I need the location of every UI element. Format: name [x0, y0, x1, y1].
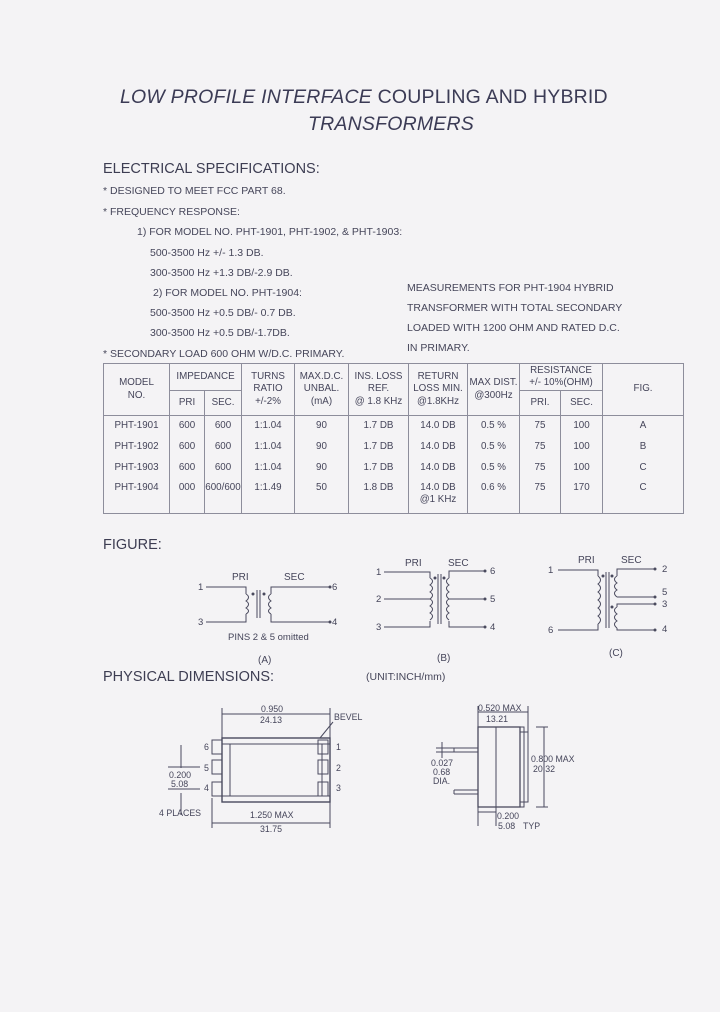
th-maxdist-label: MAX DIST.: [469, 377, 518, 389]
electrical-heading: ELECTRICAL SPECIFICATIONS:: [103, 161, 320, 177]
dim-pin-in: 0.027: [431, 758, 454, 768]
th-maxdc: [295, 364, 349, 416]
b-pin4: 4: [490, 622, 496, 633]
dim-bevel: BEVEL: [334, 712, 363, 722]
dim-depth-in: 0.520 MAX: [478, 703, 522, 713]
unit-label: (UNIT:INCH/mm): [366, 671, 446, 683]
label-b: (B): [437, 653, 451, 664]
table-row: [104, 479, 684, 514]
th-maxdist: [468, 364, 520, 416]
spec-line: 300-3500 Hz +1.3 DB/-2.9 DB.: [150, 267, 293, 279]
th-turns: [242, 364, 295, 416]
pin2-label: 2: [336, 763, 341, 773]
b-pin6: 6: [490, 566, 496, 577]
measurement-note: LOADED WITH 1200 OHM AND RATED D.C.: [407, 322, 620, 334]
measurement-note: TRANSFORMER WITH TOTAL SECONDARY: [407, 302, 623, 314]
th-res-sec: SEC.: [561, 391, 603, 416]
cell-rpri: 75: [520, 479, 561, 514]
pin5-label: 5: [204, 763, 209, 773]
page-title-line2: TRANSFORMERS: [308, 113, 474, 135]
dim-height-in: 0.800 MAX: [531, 754, 575, 764]
spec-line: 1) FOR MODEL NO. PHT-1901, PHT-1902, & PHT-1903:: [137, 226, 403, 238]
dim-width-in: 0.950: [261, 704, 284, 714]
dim-dia: DIA.: [433, 776, 451, 786]
b-pri-label: PRI: [405, 558, 422, 569]
th-pri: PRI: [170, 391, 205, 416]
spec-line: * SECONDARY LOAD 600 OHM W/D.C. PRIMARY.: [103, 348, 345, 360]
spec-line: 2) FOR MODEL NO. PHT-1904:: [153, 287, 302, 299]
cell-rsec: 100: [561, 437, 603, 458]
cell-ret: 14.0 DB: [409, 437, 468, 458]
th-sec: SEC.: [205, 391, 242, 416]
spec-line: * DESIGNED TO MEET FCC PART 68.: [103, 185, 286, 197]
a-pri-label: PRI: [232, 572, 249, 583]
cell-model: PHT-1904: [104, 479, 170, 514]
dim-width-mm: 24.13: [260, 715, 283, 725]
measurement-note: IN PRIMARY.: [407, 342, 470, 354]
cell-rsec: 100: [561, 458, 603, 479]
cell-ret: 14.0 DB: [409, 416, 468, 437]
cell-ins: 1.8 DB: [349, 479, 409, 514]
pin6-label: 6: [204, 742, 209, 752]
th-retloss: [409, 364, 468, 416]
figure-heading: FIGURE:: [103, 537, 162, 553]
schematic-a: [206, 587, 330, 622]
table-row: [104, 416, 684, 437]
c-pin3: 3: [662, 599, 668, 610]
b-sec-label: SEC: [448, 558, 469, 569]
th-insloss-label: INS. LOSS REF.: [354, 371, 403, 395]
th-fig: FIG.: [603, 364, 684, 416]
dim-spacing-mm: 5.08: [498, 821, 516, 831]
a-pin3: 3: [198, 617, 204, 628]
cell-model: PHT-1901: [104, 416, 170, 437]
th-maxdist-at: @300Hz: [474, 389, 513, 401]
page-title-line1: [120, 86, 608, 109]
cell-maxdc: 90: [295, 458, 349, 479]
cell-turns: 1:1.49: [242, 479, 295, 514]
cell-sec: 600: [205, 458, 242, 479]
c-pin6: 6: [548, 625, 554, 636]
pin4-label: 4: [204, 783, 209, 793]
spec-line: 500-3500 Hz +0.5 DB/- 0.7 DB.: [150, 307, 296, 319]
dim-pitch-in: 0.200: [169, 770, 192, 780]
cell-rpri: 75: [520, 416, 561, 437]
th-retloss-at: @1.8KHz: [416, 395, 460, 407]
cell-sec: 600: [205, 437, 242, 458]
cell-model: PHT-1902: [104, 437, 170, 458]
cell-pri: 000: [170, 479, 205, 514]
cell-ins: 1.7 DB: [349, 416, 409, 437]
spec-line: * FREQUENCY RESPONSE:: [103, 206, 240, 218]
cell-pri: 600: [170, 416, 205, 437]
th-model: MODEL NO.: [104, 364, 170, 416]
spec-table: [103, 363, 684, 514]
c-pin2: 2: [662, 564, 668, 575]
title-regular: COUPLING AND HYBRID: [377, 86, 608, 108]
cell-fig: C: [603, 458, 684, 479]
dim-pitch-mm: 5.08: [171, 779, 189, 789]
th-maxdc-label: MAX.D.C. UNBAL.: [299, 371, 344, 395]
cell-ret-value: 14.0 DB: [420, 481, 456, 493]
cell-sec: 600/600: [205, 479, 242, 514]
cell-rpri: 75: [520, 437, 561, 458]
c-pin4: 4: [662, 624, 668, 635]
th-impedance: IMPEDANCE: [170, 364, 242, 391]
a-pin1: 1: [198, 582, 204, 593]
cell-dist: 0.5 %: [468, 458, 520, 479]
th-res-pri: PRI.: [520, 391, 561, 416]
cell-pri: 600: [170, 437, 205, 458]
cell-fig: B: [603, 437, 684, 458]
schematic-c: [558, 569, 655, 630]
c-pri-label: PRI: [578, 555, 595, 566]
th-turns-tol: +/-2%: [255, 395, 281, 407]
dimension-drawings: [0, 690, 720, 840]
a-sec-label: SEC: [284, 572, 305, 583]
dim-length-mm: 31.75: [260, 824, 283, 834]
spec-line: 500-3500 Hz +/- 1.3 DB.: [150, 247, 264, 259]
cell-ret-note: @1 KHz: [419, 493, 457, 505]
b-pin2: 2: [376, 594, 382, 605]
cell-ins: 1.7 DB: [349, 437, 409, 458]
dim-height-mm: 20.32: [533, 764, 556, 774]
th-insloss-at: @ 1.8 KHz: [354, 395, 403, 407]
th-insloss: [349, 364, 409, 416]
dim-spacing-in: 0.200: [497, 811, 520, 821]
pin1-label: 1: [336, 742, 341, 752]
dim-typ: TYP: [523, 821, 541, 831]
th-resistance: RESISTANCE +/- 10%(OHM): [520, 364, 603, 391]
pin3-label: 3: [336, 783, 341, 793]
dim-places: 4 PLACES: [159, 808, 202, 818]
cell-sec: 600: [205, 416, 242, 437]
b-pin3: 3: [376, 622, 382, 633]
cell-turns: 1:1.04: [242, 458, 295, 479]
cell-ins: 1.7 DB: [349, 458, 409, 479]
cell-turns: 1:1.04: [242, 437, 295, 458]
cell-model: PHT-1903: [104, 458, 170, 479]
label-a: (A): [258, 655, 272, 666]
cell-fig: C: [603, 479, 684, 514]
th-retloss-label: RETURN LOSS MIN.: [413, 371, 463, 395]
dim-pin-mm: 0.68: [433, 767, 451, 777]
cell-fig: A: [603, 416, 684, 437]
measurement-note: MEASUREMENTS FOR PHT-1904 HYBRID: [407, 282, 614, 294]
b-pin1: 1: [376, 567, 382, 578]
cell-rsec: 100: [561, 416, 603, 437]
table-row: [104, 437, 684, 458]
cell-maxdc: 50: [295, 479, 349, 514]
schematics: [0, 550, 720, 670]
cell-rsec: 170: [561, 479, 603, 514]
c-pin5: 5: [662, 587, 668, 598]
cell-dist: 0.5 %: [468, 416, 520, 437]
c-pin1: 1: [548, 565, 554, 576]
label-c: (C): [609, 648, 623, 659]
physical-heading: PHYSICAL DIMENSIONS:: [103, 669, 275, 685]
cell-maxdc: 90: [295, 416, 349, 437]
cell-pri: 600: [170, 458, 205, 479]
dim-depth-mm: 13.21: [486, 714, 509, 724]
table-row: [104, 458, 684, 479]
b-pin5: 5: [490, 594, 496, 605]
spec-line: 300-3500 Hz +0.5 DB/-1.7DB.: [150, 327, 290, 339]
title-italic: LOW PROFILE INTERFACE: [120, 86, 372, 108]
c-sec-label: SEC: [621, 555, 642, 566]
cell-maxdc: 90: [295, 437, 349, 458]
cell-dist: 0.6 %: [468, 479, 520, 514]
cell-rpri: 75: [520, 458, 561, 479]
a-note: PINS 2 & 5 omitted: [228, 632, 309, 643]
a-pin4: 4: [332, 617, 338, 628]
dim-length-in: 1.250 MAX: [250, 810, 294, 820]
cell-ret: [409, 479, 468, 514]
cell-ret: 14.0 DB: [409, 458, 468, 479]
a-pin6: 6: [332, 582, 338, 593]
cell-dist: 0.5 %: [468, 437, 520, 458]
th-maxdc-unit: (mA): [310, 395, 333, 407]
th-turns-label: TURNS RATIO: [251, 371, 285, 395]
cell-turns: 1:1.04: [242, 416, 295, 437]
